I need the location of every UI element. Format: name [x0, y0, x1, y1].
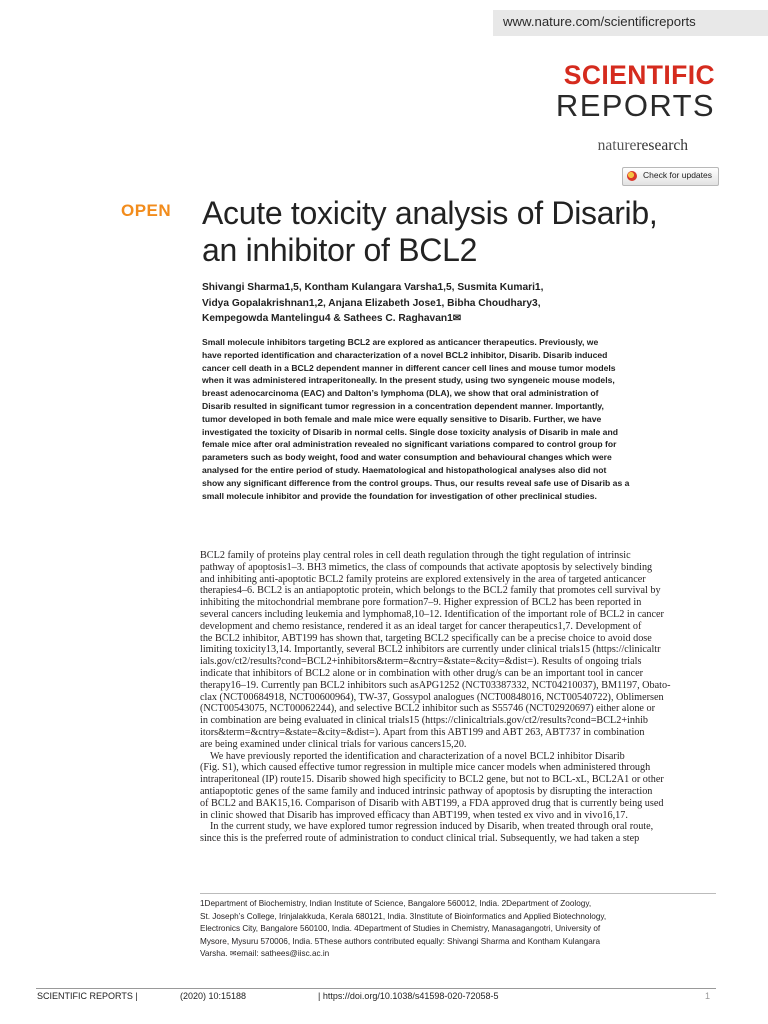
page-number: 1 [705, 991, 711, 1001]
author-line: Vidya Gopalakrishnan1,2, Anjana Elizabeth Jose1, Bibha Choudhary3, [202, 297, 541, 309]
journal-logo-line1: SCIENTIFIC [563, 60, 715, 90]
affiliation-line: Mysore, Mysuru 570006, India. 5These authors contributed equally: Shivangi Sharma and Kontham Kulangara [200, 936, 601, 946]
check-for-updates-button[interactable] [622, 167, 719, 186]
abstract-line: parameters such as body weight, food and water consumption and behavioural changes which were [202, 452, 612, 463]
footer-volume: (2020) 10:15188 [180, 991, 247, 1001]
body-line: (Fig. S1), which caused effective tumor regression in multiple mice cancer models when administered through [200, 762, 651, 774]
body-line: and inhibiting anti-apoptotic BCL2 family proteins are explored extensively in the area of targeted anticancer [200, 573, 646, 585]
publisher-logo [520, 137, 688, 155]
author-list [202, 280, 702, 327]
title-line-2: an inhibitor of BCL2 [202, 232, 478, 268]
publisher-logo-b: research [636, 137, 688, 154]
abstract-line: Disarib resulted in significant tumor regression in a concentration dependent manner. Importantly, [202, 400, 604, 411]
affiliation-line: Varsha. ✉email: sathees@iisc.ac.in [200, 949, 330, 959]
abstract-line: female mice after oral administration revealed no significant variations compared to control group for [202, 439, 617, 450]
publisher-logo-a: nature [597, 137, 637, 154]
body-line: several cancers including leukemia and lymphoma8,10–12. Identification of the important role of BCL2 in cancer [200, 608, 664, 620]
body-line: in clinic showed that Disarib has improved efficacy than ABT199, when tested ex vivo and in vivo16,17. [200, 809, 628, 821]
body-line: antiapoptotic genes of the same family and induced intrinsic pathway of apoptosis by disrupting the interaction [200, 785, 653, 797]
body-line: limiting toxicity13,14. Importantly, several BCL2 inhibitors are currently under clinical trials15 (https://clinicaltr [200, 644, 661, 656]
abstract-line: analysed for the entire period of study. Haematological and histopathological analyses also did not [202, 464, 607, 475]
body-line: development and chemo resistance, rendered it as an ideal target for cancer therapeutics1,7. Development of [200, 620, 642, 632]
abstract-line: investigated the toxicity of Disarib in normal cells. Single dose toxicity analysis of Disarib in male and [202, 426, 618, 437]
journal-logo-line2: REPORTS [555, 88, 715, 123]
footer-doi[interactable]: | https://doi.org/10.1038/s41598-020-72058-5 [318, 991, 499, 1001]
abstract-line: Small molecule inhibitors targeting BCL2 are explored as anticancer therapeutics. Previously, we [202, 337, 599, 347]
body-line: of BCL2 and BAK15,16. Comparison of Disarib with ABT199, a FDA approved drug that is currently being used [200, 797, 664, 809]
body-line: indicate that inhibitors of BCL2 alone or in combination with other drug/s can be an important tool in cancer [200, 667, 644, 679]
body-line: pathway of apoptosis1–3. BH3 mimetics, the class of compounds that activate apoptosis by selectively binding [200, 561, 653, 573]
author-line: Kempegowda Mantelingu4 & Sathees C. Raghavan1✉ [202, 313, 462, 324]
body-line: the BCL2 inhibitor, ABT199 has shown that, targeting BCL2 specifically can be a precise choice to avoid dose [200, 632, 652, 644]
body-line: intraperitoneal (IP) route15. Disarib showed high specificity to BCL2 gene, but not to BCL-xL, BCL2A1 or other [200, 774, 664, 786]
body-line: We have previously reported the identification and characterization of a novel BCL2 inhibitor Disarib [210, 750, 625, 762]
article-title [202, 195, 722, 269]
body-line: clax (NCT00684918, NCT00600964), TW-37, Gossypol analogues (NCT00848016, NCT00540722), Oblimersen [200, 691, 664, 703]
affiliation-line: St. Joseph’s College, Irinjalakkuda, Kerala 680121, India. 3Institute of Bioinformatics and Applied Biotechnology, [200, 911, 607, 921]
affiliations [200, 898, 720, 961]
body-line: BCL2 family of proteins play central roles in cell death regulation through the tight regulation of intrinsic [200, 550, 631, 561]
abstract-line: tumor developed in both female and male mice were equally sensitive to Disarib. Further, we have [202, 413, 602, 424]
footer-journal: SCIENTIFIC REPORTS | [37, 991, 138, 1001]
footer-divider [36, 988, 716, 989]
body-line: inhibiting the mitochondrial membrane pore formation7–9. Higher expression of BCL2 has been reported in [200, 597, 642, 609]
body-line: In the current study, we have explored tumor regression induced by Disarib, when treated through oral route, [210, 821, 654, 833]
affiliation-line: 1Department of Biochemistry, Indian Institute of Science, Bangalore 560012, India. 2Department of Zoology, [200, 899, 592, 908]
body-line: are being examined under clinical trials for various cancers15,20. [200, 738, 467, 750]
body-line: since this is the preferred route of administration to conduct clinical trial. Subsequently, we had taken a step [200, 833, 640, 845]
author-line: Shivangi Sharma1,5, Kontham Kulangara Varsha1,5, Susmita Kumari1, [202, 282, 544, 293]
body-line: (NCT00543075, NCT00062244), and selective BCL2 inhibitor such as S55746 (NCT02920697) either alone or [200, 703, 655, 715]
body-text [200, 550, 716, 845]
abstract [202, 336, 717, 502]
body-line: ials.gov/ct2/results?cond=BCL2+inhibitors&term=&cntry=&state=&city=&dist=). Results of ongoing trials [200, 656, 642, 668]
abstract-line: cancer cell death in a BCL2 dependent manner in different cancer cell lines and mouse tumor models [202, 362, 616, 373]
footnote-divider [200, 893, 716, 894]
check-for-updates-label: Check for updates [643, 170, 712, 180]
journal-url[interactable]: www.nature.com/scientificreports [503, 14, 696, 29]
abstract-line: breast adenocarcinoma (EAC) and Dalton’s lymphoma (DLA), we show that oral administration of [202, 388, 599, 399]
body-line: in combination are being evaluated in clinical trials15 (https://clinicaltrials.gov/ct2/results?cond=BCL2+inhib [200, 715, 649, 727]
abstract-line: small molecule inhibitor and provide the foundation for investigation of other preclinical studies. [202, 490, 597, 501]
body-line: itors&term=&cntry=&state=&city=&dist=). Apart from this ABT199 and ABT 263, ABT737 in combination [200, 726, 645, 738]
abstract-line: show any significant difference from the control groups. Thus, our results reveal safe use of Disarib as a [202, 477, 630, 488]
open-access-label: OPEN [121, 201, 172, 220]
body-line: therapies4–6. BCL2 is an antiapoptotic protein, which belongs to the BCL2 family that promotes cell survival by [200, 585, 661, 597]
abstract-line: have reported identification and characterization of a novel BCL2 inhibitor, Disarib. Disarib induced [202, 349, 608, 360]
affiliation-line: Electronics City, Bangalore 560100, India. 4Department of Studies in Chemistry, Manasagangotri, University of [200, 924, 601, 934]
title-line-1: Acute toxicity analysis of Disarib, [202, 195, 658, 231]
body-line: therapy16–19. Currently pan BCL2 inhibitors such asAPG1252 (NCT03387332, NCT04210037), BM1197, Obato- [200, 679, 671, 691]
abstract-line: when it was administered intraperitoneally. In the present study, using two syngeneic mouse models, [202, 375, 615, 386]
crossmark-icon [627, 171, 637, 181]
